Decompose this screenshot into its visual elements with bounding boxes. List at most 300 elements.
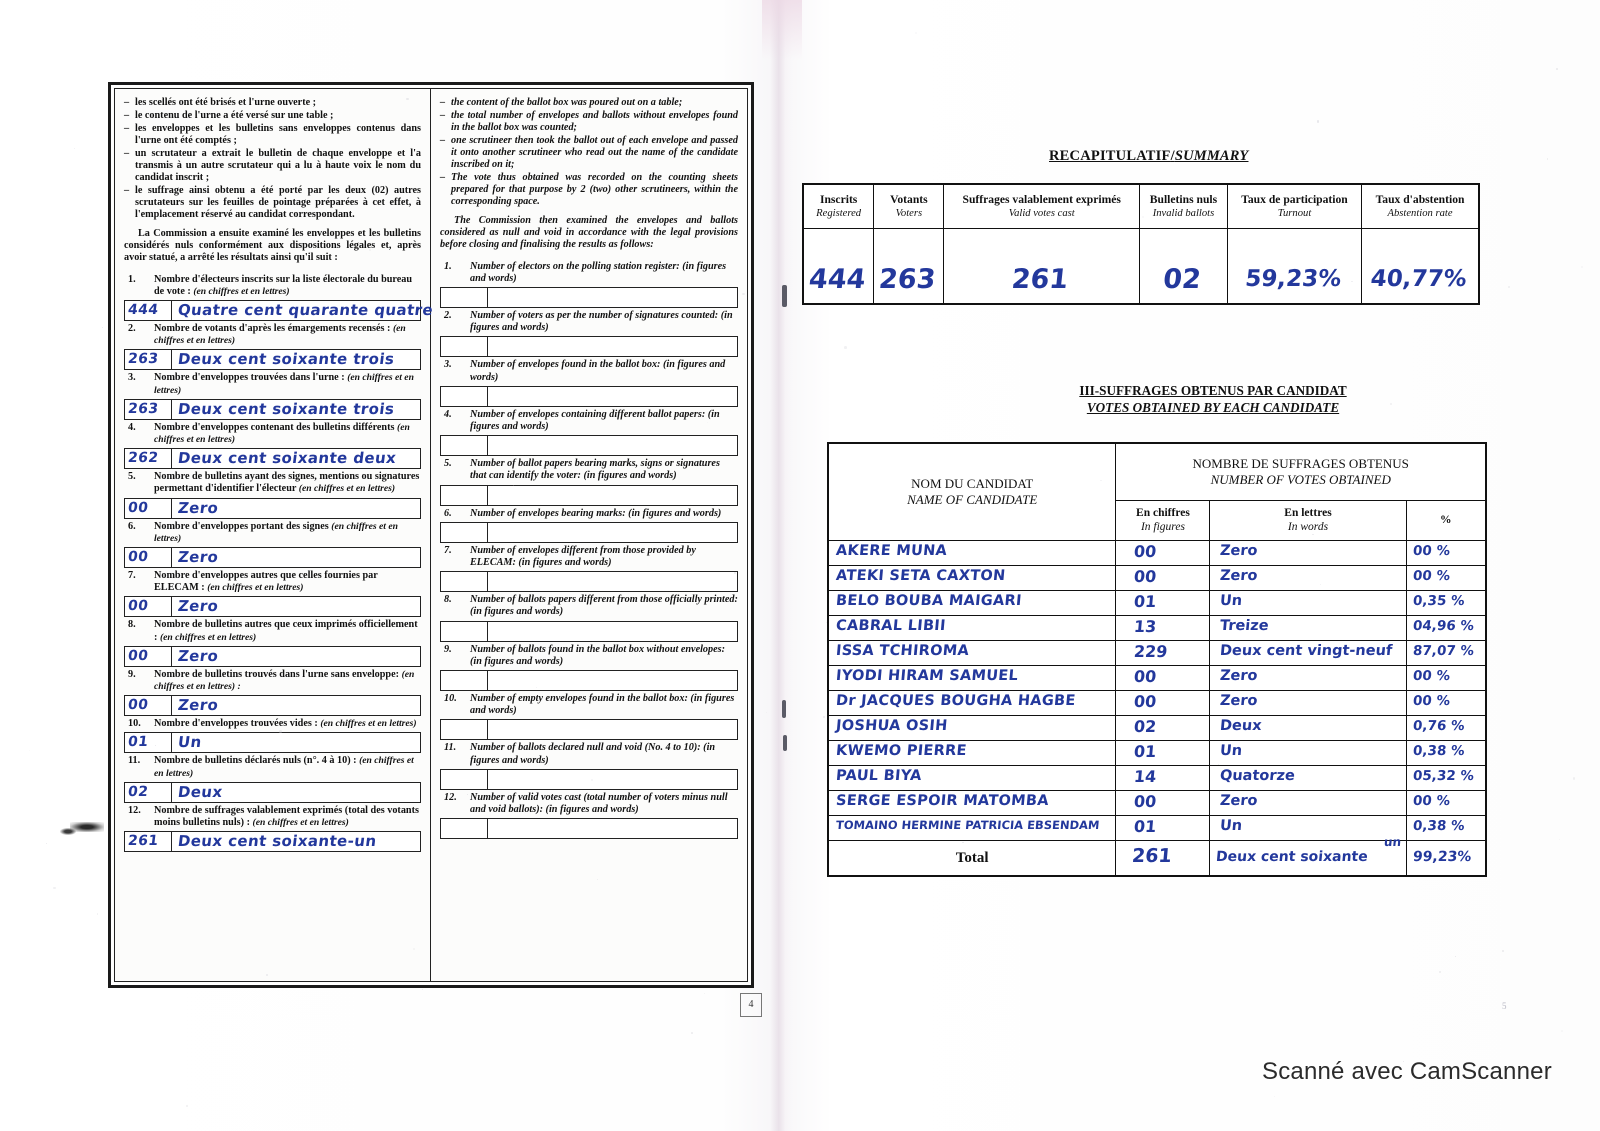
candidate-name bbox=[828, 566, 1116, 591]
answer-box[interactable] bbox=[440, 485, 738, 506]
candidate-words-value: Zero bbox=[1219, 668, 1259, 684]
answer-box[interactable] bbox=[124, 831, 421, 852]
candidate-words bbox=[1210, 816, 1406, 841]
answer-words-field[interactable] bbox=[488, 523, 737, 542]
item-number: 4. bbox=[128, 421, 136, 433]
item-label: 6. Nombre d'enveloppes portant des signes (en chiffres et en lettres) bbox=[128, 520, 398, 544]
answer-words-field[interactable] bbox=[172, 597, 420, 616]
answer-words-field[interactable] bbox=[172, 449, 420, 468]
candidate-words-value: Un bbox=[1219, 818, 1244, 834]
col-valid-votes: Suffrages valablement exprimés Valid votes cast bbox=[944, 184, 1140, 229]
candidate-name bbox=[828, 691, 1116, 716]
candidate-figures-value: 00 bbox=[1133, 567, 1158, 586]
answer-figure-field[interactable] bbox=[125, 832, 172, 851]
item-note: (en chiffres et en lettres) bbox=[154, 755, 414, 779]
cell-valid-votes bbox=[944, 229, 1140, 305]
table-header-row bbox=[803, 184, 1479, 229]
handwritten-words: Zero bbox=[176, 646, 220, 665]
list-item bbox=[124, 471, 421, 518]
col-invalid-ballots: Bulletins nuls Invalid ballots bbox=[1140, 184, 1228, 229]
answer-box[interactable] bbox=[124, 782, 421, 803]
item-number: 11. bbox=[444, 742, 457, 754]
candidate-name-value: ISSA TCHIROMA bbox=[835, 643, 970, 659]
answer-figure-field[interactable] bbox=[441, 622, 488, 641]
answer-words-field[interactable] bbox=[172, 400, 420, 419]
candidate-name-value: KWEMO PIERRE bbox=[835, 743, 968, 759]
candidate-percent-value: 04,96 % bbox=[1411, 618, 1475, 634]
page-seam bbox=[770, 0, 792, 1131]
answer-box[interactable] bbox=[440, 386, 738, 407]
candidate-figures-value: 13 bbox=[1133, 617, 1158, 636]
candidate-name-value: Dr JACQUES BOUGHA HAGBE bbox=[835, 693, 1077, 709]
answer-box[interactable] bbox=[440, 621, 738, 642]
candidate-percent-value: 00 % bbox=[1411, 793, 1451, 809]
candidate-figures bbox=[1116, 766, 1210, 791]
scan-speck bbox=[422, 989, 423, 990]
answer-box[interactable] bbox=[124, 547, 421, 568]
item-number: 3. bbox=[444, 359, 452, 371]
left-page-form bbox=[108, 82, 754, 988]
handwritten-figure: 263 bbox=[127, 351, 160, 368]
answer-words-field[interactable] bbox=[172, 548, 420, 567]
candidate-name bbox=[828, 766, 1116, 791]
answer-words-field[interactable] bbox=[488, 671, 737, 690]
candidates-table bbox=[827, 442, 1487, 877]
answer-figure-field[interactable] bbox=[441, 436, 488, 455]
item-label: 7. Number of envelopes different from those provided by ELECAM: (in figures and words) bbox=[444, 544, 696, 569]
answer-figure-field[interactable] bbox=[125, 696, 172, 715]
scan-speck bbox=[1556, 68, 1558, 70]
candidate-words-value: Zero bbox=[1219, 793, 1259, 809]
total-figures bbox=[1116, 841, 1210, 877]
answer-box[interactable] bbox=[440, 670, 738, 691]
binder-hole-mark-2 bbox=[60, 828, 76, 835]
item-note: (en chiffres et en lettres) bbox=[320, 718, 417, 730]
candidate-words-value: Zero bbox=[1219, 568, 1259, 584]
candidate-percent-value: 05,32 % bbox=[1411, 768, 1475, 784]
answer-figure-field[interactable] bbox=[125, 597, 172, 616]
candidate-name-value: AKERE MUNA bbox=[835, 543, 948, 559]
candidate-words bbox=[1210, 616, 1406, 641]
candidate-figures bbox=[1116, 716, 1210, 741]
value-abstention: 40,77% bbox=[1369, 266, 1468, 292]
answer-box[interactable] bbox=[124, 300, 435, 321]
list-item bbox=[440, 792, 738, 839]
item-label: 3. Number of envelopes found in the ballot box: (in figures and words) bbox=[444, 359, 726, 383]
candidate-percent bbox=[1406, 616, 1486, 641]
answer-box[interactable] bbox=[124, 498, 421, 519]
answer-figure-field[interactable] bbox=[125, 783, 172, 802]
answer-words-field[interactable] bbox=[488, 387, 737, 406]
list-item bbox=[440, 409, 738, 456]
french-column bbox=[115, 89, 435, 981]
scan-speck bbox=[844, 346, 847, 349]
candidate-percent-value: 87,07 % bbox=[1411, 643, 1475, 659]
french-bullet-list bbox=[124, 97, 421, 221]
answer-words-field[interactable] bbox=[172, 350, 420, 369]
candidate-words bbox=[1210, 741, 1406, 766]
item-number: 10. bbox=[444, 693, 457, 705]
answer-words-field[interactable] bbox=[488, 770, 737, 789]
candidate-figures-value: 01 bbox=[1133, 742, 1158, 761]
candidate-words bbox=[1210, 791, 1406, 816]
answer-words-field[interactable] bbox=[488, 572, 737, 591]
answer-box[interactable] bbox=[440, 287, 738, 308]
candidate-figures bbox=[1116, 666, 1210, 691]
list-item: – one scrutineer then took the ballot out of each envelope and passed it onto another scrutineer who read out the name of the candidate inscribed on it; bbox=[440, 135, 738, 171]
list-item: – The vote thus obtained was recorded on the counting sheets prepared for that purpose by 2 (two) other scrutineers, within the corresponding space. bbox=[440, 172, 738, 208]
scan-speck bbox=[522, 219, 523, 220]
col-in-words: En lettres In words bbox=[1210, 501, 1406, 541]
candidate-figures bbox=[1116, 566, 1210, 591]
item-number: 9. bbox=[128, 668, 136, 680]
list-item: – the content of the ballot box was poured out on a table; bbox=[440, 97, 738, 109]
candidate-percent-value: 0,76 % bbox=[1411, 718, 1465, 734]
total-figures-value: 261 bbox=[1131, 845, 1174, 867]
handwritten-figure: 02 bbox=[127, 783, 150, 800]
cell-registered bbox=[803, 229, 874, 305]
candidate-figures-value: 00 bbox=[1133, 542, 1158, 561]
table-row bbox=[828, 766, 1486, 791]
handwritten-words: Zero bbox=[176, 597, 220, 616]
candidate-name bbox=[828, 741, 1116, 766]
list-item bbox=[440, 261, 738, 308]
list-item: – un scrutateur a extrait le bulletin de chaque enveloppe et l'a transmis à un autre scrutateur qui a lu à haute voix le nom du candidat inscrit ; bbox=[124, 148, 421, 184]
candidate-figures bbox=[1116, 791, 1210, 816]
list-item: – le contenu de l'urne a été versé sur une table ; bbox=[124, 110, 421, 122]
candidate-percent-value: 00 % bbox=[1411, 568, 1451, 584]
candidate-percent-value: 0,38 % bbox=[1411, 818, 1465, 834]
scan-speck bbox=[1320, 584, 1321, 585]
scan-speck bbox=[513, 485, 514, 486]
handwritten-figure: 263 bbox=[127, 400, 160, 417]
answer-figure-field[interactable] bbox=[441, 572, 488, 591]
list-item bbox=[124, 570, 421, 617]
cell-turnout bbox=[1227, 229, 1361, 305]
answer-box[interactable] bbox=[440, 336, 738, 357]
item-number: 11. bbox=[128, 755, 141, 767]
answer-figure-field[interactable] bbox=[125, 733, 172, 752]
candidates-title-en: VOTES OBTAINED BY EACH CANDIDATE bbox=[1086, 400, 1340, 415]
scan-speck bbox=[1573, 777, 1575, 779]
candidate-percent-value: 0,38 % bbox=[1411, 743, 1465, 759]
candidate-percent-value: 00 % bbox=[1411, 693, 1451, 709]
total-percent-value: 99,23% bbox=[1411, 849, 1472, 865]
candidate-words bbox=[1210, 566, 1406, 591]
handwritten-figure: 00 bbox=[127, 598, 150, 615]
scan-speck bbox=[1390, 403, 1392, 405]
answer-words-field[interactable] bbox=[488, 288, 737, 307]
candidate-name bbox=[828, 816, 1116, 841]
candidate-percent bbox=[1406, 666, 1486, 691]
table-row bbox=[803, 229, 1479, 305]
item-note: (en chiffres et en lettres) bbox=[154, 372, 414, 396]
handwritten-words: Un bbox=[176, 733, 203, 752]
answer-figure-field[interactable] bbox=[441, 770, 488, 789]
handwritten-words: Deux bbox=[176, 782, 224, 801]
table-row bbox=[828, 566, 1486, 591]
staple-mark-1 bbox=[782, 285, 787, 307]
cell-invalid-ballots bbox=[1140, 229, 1228, 305]
answer-words-field[interactable] bbox=[172, 783, 420, 802]
candidate-figures-value: 14 bbox=[1133, 767, 1158, 786]
candidate-figures bbox=[1116, 541, 1210, 566]
answer-words-field[interactable] bbox=[488, 622, 737, 641]
candidate-name-value: SERGE ESPOIR MATOMBA bbox=[835, 793, 1050, 809]
answer-words-field[interactable] bbox=[172, 647, 420, 666]
answer-words-field[interactable] bbox=[488, 337, 737, 356]
answer-figure-field[interactable] bbox=[441, 387, 488, 406]
col-voters: Votants Voters bbox=[874, 184, 944, 229]
scan-speck bbox=[279, 730, 282, 733]
candidate-name-value: ATEKI SETA CAXTON bbox=[835, 568, 1007, 584]
answer-words-field[interactable] bbox=[172, 499, 420, 518]
candidates-section-title bbox=[1003, 382, 1423, 416]
candidate-figures-value: 01 bbox=[1133, 817, 1158, 836]
scan-speck bbox=[467, 794, 468, 795]
list-item bbox=[440, 359, 738, 406]
total-words-value: Deux cent soixante bbox=[1215, 849, 1369, 865]
list-item bbox=[124, 755, 421, 802]
candidate-words-value: Zero bbox=[1219, 693, 1259, 709]
candidate-percent bbox=[1406, 541, 1486, 566]
handwritten-figure: 261 bbox=[127, 833, 160, 850]
value-registered: 444 bbox=[807, 263, 868, 295]
list-item bbox=[440, 545, 738, 592]
item-number: 12. bbox=[128, 804, 141, 816]
summary-table bbox=[802, 183, 1480, 305]
item-number: 1. bbox=[128, 273, 136, 285]
item-note: (en chiffres et en lettres) bbox=[207, 582, 304, 594]
scan-speck bbox=[53, 887, 55, 889]
item-number: 9. bbox=[444, 643, 452, 655]
item-note: (en chiffres et en lettres) bbox=[154, 323, 406, 347]
candidate-words bbox=[1210, 691, 1406, 716]
answer-box[interactable] bbox=[440, 719, 738, 740]
handwritten-words: Zero bbox=[176, 696, 220, 715]
item-note: (en chiffres et en lettres) bbox=[154, 421, 410, 446]
english-bullet-list bbox=[440, 97, 738, 208]
answer-box[interactable] bbox=[124, 732, 421, 753]
item-label: 2. Nombre de votants d'après les émargements recensés : (en chiffres et en lettres) bbox=[128, 323, 406, 347]
list-item bbox=[124, 372, 421, 419]
scan-speck bbox=[1502, 950, 1504, 952]
item-number: 5. bbox=[444, 458, 452, 470]
item-number: 7. bbox=[128, 570, 136, 582]
candidate-figures bbox=[1116, 616, 1210, 641]
answer-figure-field[interactable] bbox=[125, 449, 172, 468]
french-paragraph: La Commission a ensuite examiné les enveloppes et les bulletins considérés nuls conformément aux dispositions légales et, après avoir statué, a arrêté les résultats ainsi qu'il suit : bbox=[124, 228, 421, 264]
item-number: 2. bbox=[128, 323, 136, 335]
candidate-figures-value: 01 bbox=[1133, 592, 1158, 611]
answer-box[interactable] bbox=[124, 349, 421, 370]
list-item bbox=[440, 594, 738, 641]
candidate-name-value: JOSHUA OSIH bbox=[835, 718, 949, 734]
candidate-percent bbox=[1406, 791, 1486, 816]
candidate-words-value: Un bbox=[1219, 743, 1244, 759]
scan-speck bbox=[266, 974, 268, 976]
col-turnout: Taux de participation Turnout bbox=[1227, 184, 1361, 229]
answer-box[interactable] bbox=[124, 646, 421, 667]
candidate-percent bbox=[1406, 566, 1486, 591]
answer-figure-field[interactable] bbox=[125, 548, 172, 567]
scan-speck bbox=[481, 810, 482, 811]
answer-figure-field[interactable] bbox=[125, 400, 172, 419]
candidate-words-value: Treize bbox=[1219, 618, 1270, 634]
candidate-words-value: Deux bbox=[1219, 718, 1263, 734]
item-number: 10. bbox=[128, 718, 141, 730]
handwritten-figure: 00 bbox=[127, 499, 150, 516]
item-number: 6. bbox=[444, 507, 452, 519]
answer-box[interactable] bbox=[124, 448, 421, 469]
answer-words-field[interactable] bbox=[488, 819, 737, 838]
cell-voters bbox=[874, 229, 944, 305]
english-column bbox=[431, 89, 747, 981]
item-label: 5. Nombre de bulletins ayant des signes, mentions ou signatures permettant d'identifier l'électeur (en chiffres et en lettres) bbox=[128, 471, 420, 495]
answer-words-field[interactable] bbox=[172, 733, 420, 752]
col-abstention: Taux d'abstention Abstention rate bbox=[1362, 184, 1479, 229]
list-item bbox=[124, 669, 421, 716]
answer-words-field[interactable] bbox=[172, 301, 435, 320]
item-number: 7. bbox=[444, 544, 452, 556]
candidate-figures-value: 00 bbox=[1133, 667, 1158, 686]
answer-figure-field[interactable] bbox=[125, 499, 172, 518]
list-item bbox=[440, 310, 738, 357]
answer-box[interactable] bbox=[124, 596, 421, 617]
candidate-words bbox=[1210, 591, 1406, 616]
answer-figure-field[interactable] bbox=[441, 523, 488, 542]
candidate-percent-value: 0,35 % bbox=[1411, 593, 1465, 609]
answer-box[interactable] bbox=[124, 399, 421, 420]
item-number: 2. bbox=[444, 310, 452, 322]
candidate-name bbox=[828, 716, 1116, 741]
col-in-figures: En chiffres In figures bbox=[1116, 501, 1210, 541]
answer-words-field[interactable] bbox=[488, 486, 737, 505]
list-item bbox=[440, 742, 738, 789]
answer-box[interactable] bbox=[124, 695, 421, 716]
list-item bbox=[124, 619, 421, 666]
english-item-list bbox=[440, 261, 738, 840]
candidate-percent-value: 00 % bbox=[1411, 543, 1451, 559]
answer-words-field[interactable] bbox=[172, 832, 420, 851]
item-note: (en chiffres et en lettres) bbox=[159, 631, 257, 643]
answer-figure-field[interactable] bbox=[441, 288, 488, 307]
camscanner-watermark: Scanné avec CamScanner bbox=[1262, 1058, 1552, 1085]
answer-figure-field[interactable] bbox=[125, 350, 172, 369]
scan-speck bbox=[29, 750, 30, 751]
scan-speck bbox=[74, 148, 75, 149]
scan-speck bbox=[459, 351, 460, 352]
answer-box[interactable] bbox=[440, 769, 738, 790]
handwritten-words: Deux cent soixante trois bbox=[176, 399, 396, 418]
answer-words-field[interactable] bbox=[488, 436, 737, 455]
candidate-figures bbox=[1116, 741, 1210, 766]
value-turnout: 59,23% bbox=[1243, 266, 1343, 292]
candidate-name bbox=[828, 666, 1116, 691]
table-header-row bbox=[828, 443, 1486, 501]
candidate-figures bbox=[1116, 691, 1210, 716]
handwritten-words: Zero bbox=[176, 498, 220, 517]
english-paragraph: The Commission then examined the envelopes and ballots considered as null and void in accordance with the legal provisions before closing and finalising the results as follows: bbox=[440, 215, 738, 251]
candidate-percent bbox=[1406, 591, 1486, 616]
candidate-words-value: Quatorze bbox=[1219, 768, 1296, 784]
item-label: 12. Nombre de suffrages valablement exprimés (total des votants moins bulletins nuls) : (en chiffres et en lettres) bbox=[128, 804, 419, 829]
scan-speck bbox=[46, 843, 47, 844]
item-note: (en chiffres et en lettres) bbox=[298, 483, 396, 495]
list-item bbox=[124, 718, 421, 753]
list-item bbox=[440, 644, 738, 691]
candidate-name bbox=[828, 591, 1116, 616]
value-voters: 263 bbox=[877, 263, 938, 295]
list-item bbox=[124, 521, 421, 568]
item-label: 9. Number of ballots found in the ballot box without envelopes: (in figures and words) bbox=[444, 643, 725, 667]
answer-box[interactable] bbox=[440, 571, 738, 592]
answer-figure-field[interactable] bbox=[125, 647, 172, 666]
item-label: 3. Nombre d'enveloppes trouvées dans l'urne : (en chiffres et en lettres) bbox=[128, 372, 414, 396]
scan-speck bbox=[1561, 1030, 1563, 1032]
answer-figure-field[interactable] bbox=[125, 301, 172, 320]
candidate-words bbox=[1210, 766, 1406, 791]
answer-words-field[interactable] bbox=[488, 720, 737, 739]
table-row bbox=[828, 791, 1486, 816]
scan-speck bbox=[707, 516, 708, 517]
candidate-words bbox=[1210, 541, 1406, 566]
candidate-name-value: TOMAINO HERMINE PATRICIA EBSENDAM bbox=[835, 818, 1101, 832]
item-label: 8. Number of ballots papers different from those officially printed: (in figures and words) bbox=[444, 594, 738, 618]
total-words bbox=[1210, 835, 1406, 877]
handwritten-words: Deux cent soixante trois bbox=[176, 350, 396, 369]
candidate-name bbox=[828, 641, 1116, 666]
answer-words-field[interactable] bbox=[172, 696, 420, 715]
candidate-figures-value: 00 bbox=[1133, 792, 1158, 811]
staple-mark-3 bbox=[783, 735, 787, 751]
item-number: 3. bbox=[128, 372, 136, 384]
item-label: 10. Nombre d'enveloppes trouvées vides : (en chiffres et en lettres) bbox=[128, 718, 417, 730]
candidate-percent bbox=[1406, 741, 1486, 766]
candidate-figures bbox=[1116, 591, 1210, 616]
item-label: 5. Number of ballot papers bearing marks, signs or signatures that can identify the voter: (in figures and words) bbox=[444, 458, 720, 482]
answer-figure-field[interactable] bbox=[441, 819, 488, 838]
handwritten-words: Deux cent soixante deux bbox=[176, 449, 398, 468]
table-total-row bbox=[828, 841, 1486, 877]
col-registered: Inscrits Registered bbox=[803, 184, 874, 229]
answer-figure-field[interactable] bbox=[441, 671, 488, 690]
page-number-left: 4 bbox=[740, 993, 762, 1017]
handwritten-figure: 00 bbox=[127, 647, 150, 664]
candidates-title-fr: III-SUFFRAGES OBTENUS PAR CANDIDAT bbox=[1079, 383, 1347, 398]
cell-abstention bbox=[1362, 229, 1479, 305]
candidate-name bbox=[828, 791, 1116, 816]
scan-speck bbox=[1439, 971, 1440, 972]
handwritten-figure: 444 bbox=[127, 302, 160, 319]
list-item bbox=[440, 458, 738, 505]
answer-box[interactable] bbox=[440, 522, 738, 543]
table-row bbox=[828, 716, 1486, 741]
candidate-name-value: PAUL BIYA bbox=[835, 768, 923, 784]
candidate-name-value: IYODI HIRAM SAMUEL bbox=[835, 668, 1019, 684]
answer-figure-field[interactable] bbox=[441, 486, 488, 505]
answer-box[interactable] bbox=[440, 435, 738, 456]
col-votes-obtained: NOMBRE DE SUFFRAGES OBTENUS NUMBER OF VOTES OBTAINED bbox=[1116, 443, 1486, 501]
item-label: 10. Number of empty envelopes found in the ballot box: (in figures and words) bbox=[444, 693, 735, 717]
answer-figure-field[interactable] bbox=[441, 337, 488, 356]
answer-box[interactable] bbox=[440, 818, 738, 839]
item-label: 2. Number of voters as per the number of signatures counted: (in figures and words) bbox=[444, 310, 733, 334]
item-number: 12. bbox=[444, 791, 457, 803]
scan-speck bbox=[413, 948, 415, 950]
col-percent: % bbox=[1406, 501, 1486, 541]
answer-figure-field[interactable] bbox=[441, 720, 488, 739]
